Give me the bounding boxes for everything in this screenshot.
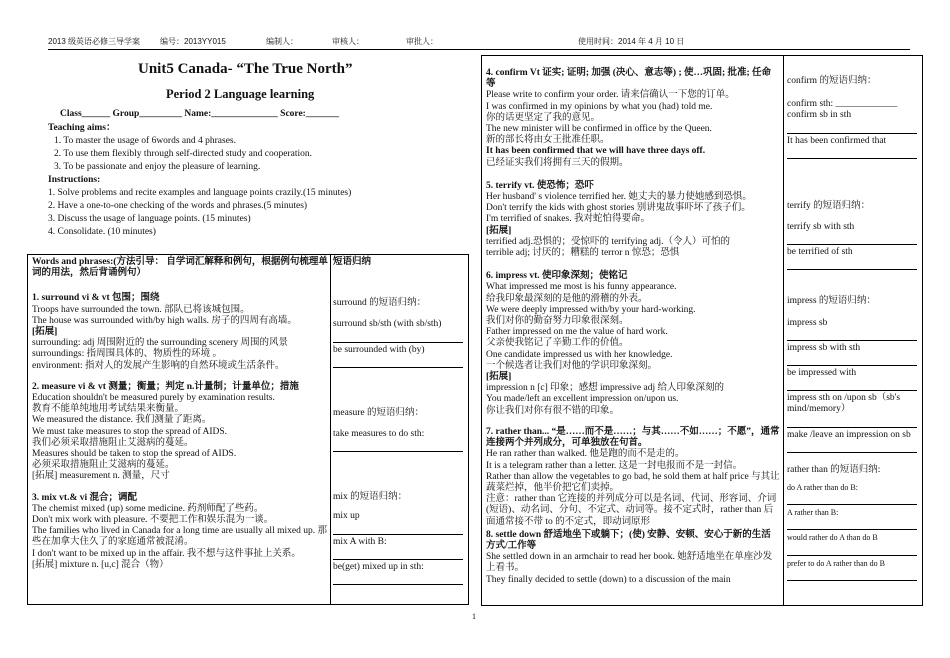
answer-line[interactable] [787,233,917,245]
entry-heading: 7. rather than... “是……而不是……；与其……不如……；不愿”，通常连接两个并列成分，可单独放在句首。 [486,426,780,449]
entry-line: I don't want to be mixed up in the affair. 我不想与这件事扯上关系。 [32,548,301,559]
right-main-column [486,58,780,586]
instruction-item: 1. Solve problems and recite examples and language points crazily.(15 minutes) [48,188,352,198]
side-item: impress sth on /upon sb（sb's mind/memory） [787,393,901,415]
entry-line: [拓展] measurement n. 测量，尺寸 [32,471,170,482]
answer-line[interactable] [333,440,463,452]
entry-line: Don't terrify the kids with ghost stories 别讲鬼故事吓坏了孩子们。 [486,203,751,214]
entry-line: Don't mix work with pleasure. 不要把工作和娱乐混为一谈。 [32,515,274,526]
answer-line[interactable] [333,331,463,343]
page-subtitle: Period 2 Language learning [166,87,315,101]
side-item: terrify sb with sth [787,222,855,233]
side-item: It has been confirmed that [787,135,887,146]
entry-line: surroundings: 指周围具体的、物质性的环境 。 [32,349,223,360]
answer-line[interactable] [787,147,917,159]
entry-line: He ran rather than walked. 他是跑的而不是走的。 [486,449,685,460]
entry-line: 你的话更坚定了我的意见。 [486,112,601,123]
answer-line[interactable] [787,493,917,505]
entry-line: 注意：rather than 它连接的并列成分可以是名词、代词、形容词、介词(短语)、动名词、分句、不定式、动词等。接不定式时，rather than 后面通常接不带 to 的不定式，即动词原形 [486,494,777,527]
answer-line[interactable] [333,523,463,535]
header-rule [48,49,910,50]
entry-line: 一个候选者让我们对他的学识印象深刻。 [486,360,658,371]
method-intro: Words and phrases:(方法引导： 自学词汇解释和例句，根据例句梳理单词的用法，然后背诵例句） [32,257,328,279]
side-item: take measures to do sth: [333,429,425,440]
side-item: surround sb/sth (with sb/sth) [333,319,442,330]
side-item: be(get) mixed up in sth: [333,561,424,572]
side-item: would rather do A than do B [787,533,878,543]
entry-line: They finally decided to settle (down) to a discussion of the main [486,574,731,585]
answer-line[interactable] [787,441,917,453]
header-code: 编号：2013YY015 [160,37,226,46]
side-item: confirm sth: _____________ [787,99,898,110]
side-title: confirm 的短语归纳： [787,76,877,86]
side-item: impress sb [787,317,828,328]
side-item: mix A with B: [333,536,387,547]
entry-line: 父亲使我铭记了辛勤工作的价值。 [486,338,629,349]
aims-heading: Teaching aims： [48,123,116,133]
side-title: impress 的短语归纳： [787,296,876,307]
right-side-column [787,58,917,583]
entry-heading: 1. surround vi & vt 包围；围绕 [32,293,160,304]
instructions-heading: Instructions: [48,175,101,185]
answer-line[interactable] [787,544,917,556]
entry-line: 教育不能单纯地用考试结果来衡量。 [32,404,185,415]
aim-item: 2. To use them flexibly through self-directed study and cooperation. [54,149,312,159]
entry-line: 给我印象最深刻的是他的滑稽的外表。 [486,293,648,304]
entry-line: [拓展] [486,372,512,383]
page-title: Unit5 Canada- “The True North” [138,61,353,77]
entry-heading: 8. settle down 舒适地坐下或躺下；(使) 安静、安顿、安心于新的生活方式/工作等 [486,529,771,551]
entry-line: I was confirmed in my opinions by what you (had) told me. [486,101,713,112]
entry-line: What impressed me most is his funny appearance. [486,282,677,293]
answer-line[interactable] [787,569,917,581]
entry-line: 我们必须采取措施阻止艾滋病的蔓延。 [32,437,194,448]
student-info-line: Class______ Group_________ Name:______________ Score:_______ [60,109,340,119]
side-title: surround 的短语归纳： [333,298,427,309]
column-divider [783,56,784,605]
instruction-item: 3. Discuss the usage of language points. (15 minutes) [48,214,251,224]
left-side-column [333,257,463,587]
entry-line: Father impressed on me the value of hard work. [486,327,668,338]
answer-line[interactable] [787,122,917,134]
entry-line: It is a telegram rather than a letter. 这是一封电报而不是一封信。 [486,460,743,471]
entry-heading: 5. terrify vt. 使恐怖；恐吓 [486,180,594,191]
entry-line: It has been confirmed that we will have three days off. [486,146,706,157]
left-main-column [32,257,328,571]
answer-line[interactable] [333,573,463,585]
answer-line[interactable] [787,416,917,428]
entry-line: Rather than allow the vegetables to go bad, he sold them at half price 与其让蔬菜烂掉，他半价把它们卖掉。 [486,471,780,493]
entry-line: 我们对你的勤奋努力印象很深刻。 [486,316,629,327]
answer-line[interactable] [787,258,917,270]
entry-line: You made/left an excellent impression on/upon us. [486,394,679,405]
answer-line[interactable] [333,356,463,368]
entry-line: Please write to confirm your order. 请来信确认一下您的订单。 [486,90,735,101]
words-phrases-table-left [27,254,469,605]
entry-line: Her husband' s violence terrified her. 她丈夫的暴力使她感到恐惧。 [486,192,752,203]
side-title: terrify 的短语归纳： [787,200,871,211]
side-item: be surrounded with (by) [333,344,425,355]
instruction-item: 2. Have a one-to-one checking of the words and phrases.(5 minutes) [48,201,308,211]
entry-line: Education shouldn't be measured purely by examination results. [32,393,275,404]
entry-line: The chemist mixed (up) some medicine. 药剂师配了些药。 [32,503,264,514]
entry-heading: 3. mix vt.& vi 混合；调配 [32,492,138,503]
entry-line: environment: 指对人的发展产生影响的自然环境或生活条件。 [32,360,285,371]
side-title: mix 的短语归纳： [333,492,408,503]
entry-line: Troops have surrounded the town. 部队已将该城包围。 [32,304,250,315]
answer-line[interactable] [787,379,917,391]
entry-line: Measures should be taken to stop the spread of AIDS. [32,449,237,460]
entry-line: 新的部长将由女王批准任职。 [486,135,610,146]
side-item: confirm sb in sth [787,110,852,121]
side-item: impress sb with sth [787,342,861,353]
entry-heading: 4. confirm Vt 证实; 证明; 加强 (决心、意志等) ; 使…巩固; 批准; 任命等 [486,68,772,90]
side-item: prefer to do A rather than do B [787,558,885,568]
entry-line: The house was surrounded with/by high walls. 房子的四周有高墙。 [32,315,297,326]
side-item: be impressed with [787,368,857,379]
side-title: rather than 的短语归纳: [787,464,881,475]
instructions [48,174,458,239]
entry-line: One candidate impressed us with her knowledge. [486,349,673,360]
teaching-aims [48,122,458,239]
page-number: 1 [472,612,476,621]
entry-line: The new minister will be confirmed in office by the Queen. [486,124,712,135]
answer-line[interactable] [787,329,917,341]
header-date: 使用时间：2014 年 4 月 10 日 [578,37,685,46]
side-item: A rather than B: [787,508,839,518]
side-item: be terrified of sth [787,247,853,258]
header-grade: 2013 级英语必修三导学案 [48,37,141,46]
entry-heading: 2. measure vi & vt 测量；衡量；判定 n.计量制；计量单位；措施 [32,381,299,392]
entry-line: [拓展] [486,225,512,236]
entry-line: terrified adj.恐惧的；受惊吓的 terrifying adj.（令人）可怕的 [486,236,731,247]
column-divider [330,255,331,604]
aim-item: 3. To be passionate and enjoy the pleasure of learning. [54,162,261,172]
entry-line: terrible adj; 讨厌的；糟糕的 terror n 惊恐；恐惧 [486,248,680,259]
entry-line: 必须采取措施阻止艾滋病的蔓延。 [32,460,175,471]
entry-line: 你让我们对你有很不错的印象。 [486,405,620,416]
answer-line[interactable] [787,518,917,530]
entry-line: impression n [c] 印象；感想 impressive adj 给人印象深刻的 [486,383,725,394]
answer-line[interactable] [333,548,463,560]
side-item: do A rather than do B: [787,483,858,493]
header-reviewer: 审核人： [332,37,364,46]
aim-item: 1. To master the usage of 6words and 4 phrases. [54,136,236,146]
entry-line: We were deeply impressed with/by your hard-working. [486,304,696,315]
side-title: measure 的短语归纳： [333,407,425,418]
answer-line[interactable] [787,354,917,366]
side-item: mix up [333,511,360,522]
entry-line: I'm terrified of snakes. 我对蛇怕得要命。 [486,214,650,225]
side-heading: 短语归纳 [333,257,372,267]
entry-line: We measured the distance. 我们测量了距离。 [32,415,212,426]
words-phrases-table-right [481,55,923,606]
entry-heading: 6. impress vt. 使印象深刻；使铭记 [486,271,628,282]
instruction-item: 4. Consolidate. (10 minutes) [48,227,156,237]
entry-line: 已经证实我们将拥有三天的假期。 [486,157,629,168]
side-item: make /leave an impression on sb [787,429,911,440]
entry-line: [拓展] [32,327,58,338]
entry-line: We must take measures to stop the spread of AIDS. [32,426,228,437]
header-author: 编制人： [266,37,298,46]
entry-line: surrounding: adj 周围附近的 the surrounding scenery 周围的风景 [32,338,288,349]
entry-line: [拓展] mixture n. [u,c] 混合（物） [32,559,169,570]
entry-line: The families who lived in Canada for a long time are usually all mixed up. 那些在加拿大住久了的家庭通常被混淆。 [32,526,327,548]
header-approver: 审批人： [406,37,438,46]
entry-line: She settled down in an armchair to read her book. 她舒适地坐在单座沙发上看书。 [486,552,773,574]
